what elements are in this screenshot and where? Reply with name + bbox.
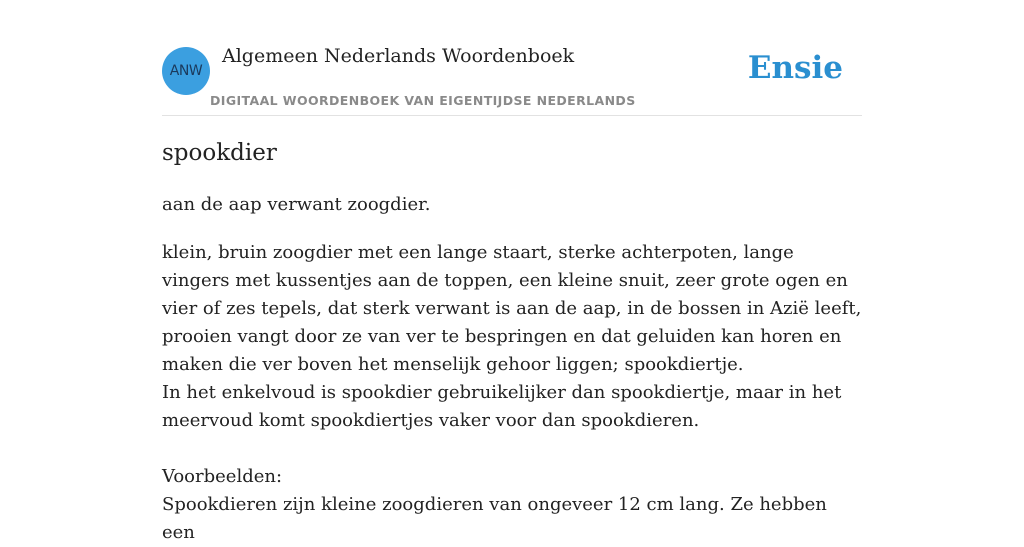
long-definition: klein, bruin zoogdier met een lange staart, sterke achterpoten, lange vingers met kussentjes aan de toppen, een kleine snuit, zeer grote ogen en vier of zes tepels, dat sterk verwant is aan de aap, in de bossen in Azië leeft, prooien vangt door ze van ver te bespringen en dat geluiden kan horen en maken die ver boven het menselijk gehoor liggen; spookdiertje. In het enkelvoud is spookdier gebruikelijker dan spookdiertje, maar in het meervoud komt spookdiertjes vaker voor dan spookdieren. Voorbeelden: Spookdieren zijn kleine zoogdieren van ongeveer 12 cm lang. Ze hebben een <box>162 242 862 543</box>
anw-logo[interactable] <box>162 47 210 95</box>
site-header <box>162 0 862 116</box>
logo-text: ANW <box>169 63 203 79</box>
entry-title: spookdier <box>162 140 277 166</box>
site-title[interactable]: Algemeen Nederlands Woordenboek <box>222 45 575 67</box>
short-definition: aan de aap verwant zoogdier. <box>162 194 431 215</box>
ensie-brand-link[interactable]: Ensie <box>747 50 843 86</box>
site-subtitle: DIGITAAL WOORDENBOEK VAN EIGENTIJDSE NEDERLANDS <box>210 93 636 108</box>
page <box>162 0 862 543</box>
